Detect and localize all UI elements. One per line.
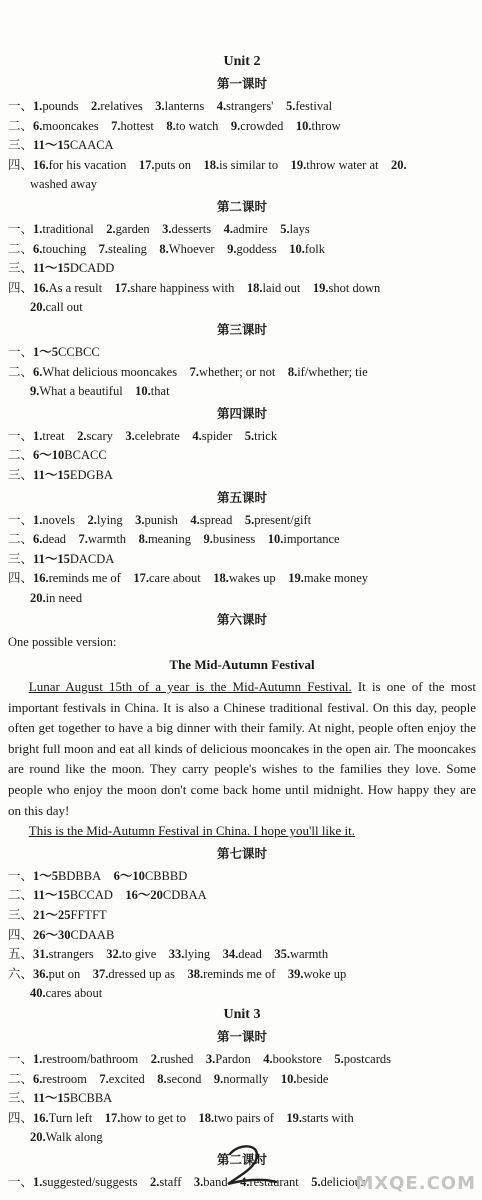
question-number: 4. [263, 1051, 273, 1066]
answer-text: FFTFT [70, 908, 107, 922]
answer-text: staff [159, 1174, 182, 1189]
answer-text: delicious [320, 1174, 366, 1189]
unit-3-title: Unit 3 [223, 1006, 261, 1022]
answer-text: how to get to [120, 1110, 187, 1125]
section-number: 一、 [8, 512, 34, 527]
question-number: 7. [189, 364, 199, 379]
answer-line [8, 867, 476, 887]
answer-line [8, 511, 476, 531]
lesson-7-heading: 第七课时 [216, 846, 267, 861]
section-number: 五、 [8, 947, 34, 962]
answer-text: Turn left [48, 1110, 93, 1125]
answer-text: folk [304, 241, 326, 256]
answer-text: shot down [328, 280, 381, 295]
section-number: 二、 [8, 118, 34, 133]
question-number: 20. [30, 300, 46, 315]
question-number: 9. [213, 1071, 224, 1086]
question-number: 9. [230, 118, 241, 133]
question-number: 6. [33, 118, 43, 133]
question-number: 4. [192, 428, 202, 443]
answer-text: woke up [303, 966, 347, 981]
answer-line [8, 530, 476, 550]
question-number: 19. [286, 1110, 302, 1125]
answer-text: rushed [160, 1051, 194, 1066]
answer-text: dead [238, 947, 262, 962]
section-number: 四、 [8, 1110, 34, 1125]
answer-line [8, 279, 476, 299]
lesson-heading: 第三课时 [216, 322, 267, 337]
question-number: 5. [311, 1174, 321, 1189]
answer-line [8, 886, 476, 906]
answer-text: celebrate [134, 428, 180, 443]
answer-text: business [212, 532, 256, 547]
answer-line [8, 945, 476, 965]
answer-text: BDBBA [58, 868, 102, 883]
question-number: 3. [205, 1051, 216, 1066]
answer-text: warmth [87, 532, 127, 547]
question-number: 4. [190, 512, 200, 527]
answer-text: is similar to [219, 157, 279, 172]
answer-text: pounds [42, 99, 79, 113]
question-number: 8. [166, 118, 176, 133]
section-number: 三、 [8, 551, 34, 566]
question-number: 20. [390, 157, 407, 172]
answer-line [8, 1070, 476, 1090]
section-number: 四、 [8, 157, 34, 172]
question-number: 1. [33, 512, 43, 527]
question-number: 20. [30, 1130, 46, 1145]
lesson-heading: 第一课时 [216, 1029, 267, 1044]
answer-line [8, 569, 476, 589]
answer-line [8, 965, 476, 985]
answer-text: care about [148, 571, 201, 586]
question-number: 11～15 [33, 888, 70, 903]
answer-text: washed away [30, 177, 97, 192]
answer-text: lanterns [164, 99, 205, 113]
question-number: 19. [312, 280, 329, 295]
section-number: 一、 [8, 868, 34, 883]
answer-line [8, 156, 476, 176]
answer-text: BCCAD [69, 888, 113, 903]
answer-text: second [166, 1071, 202, 1086]
question-number: 1. [33, 428, 43, 443]
answer-line [8, 382, 476, 402]
essay-body: It is one of the most important festivals in China. It is also a Chinese traditional festival. On this day, people often get together to have a big dinner with their family. At night, people often enjoy the bright full moon and eat all kinds of delicious mooncakes in the open air. The mooncakes are round like the moon. They carry people's wishes to the families they love. Some people who enjoy the moon don't come back home until midnight. How happy they are on this day! [8, 679, 476, 818]
answer-line [8, 589, 476, 609]
question-number: 7. [98, 241, 109, 256]
question-number: 18. [246, 280, 263, 295]
question-number: 19. [290, 157, 307, 172]
answer-text: stealing [108, 241, 147, 256]
answer-text: restroom [42, 1071, 87, 1086]
answer-text: puts on [154, 157, 191, 172]
answer-text: make money [303, 571, 369, 586]
section-number: 三、 [8, 1091, 34, 1106]
question-number: 9. [30, 384, 40, 399]
answer-line [8, 1050, 476, 1070]
question-number: 6. [33, 241, 43, 256]
answer-text: scary [86, 428, 113, 443]
question-number: 1. [33, 99, 43, 113]
answer-text: lying [96, 512, 123, 527]
section-number: 一、 [8, 221, 34, 236]
watermark: MXQE.COM [355, 1173, 476, 1194]
question-number: 4. [240, 1174, 250, 1189]
answer-text: band [203, 1174, 228, 1189]
answer-line [8, 466, 476, 486]
question-number: 8. [138, 532, 148, 547]
answer-text: normally [223, 1071, 269, 1086]
lesson-heading: 第一课时 [216, 77, 267, 91]
essay-paragraph [8, 677, 476, 842]
question-number: 11～15 [33, 1091, 70, 1106]
answer-text: strangers [48, 947, 94, 962]
section-number: 一、 [8, 99, 34, 113]
section-number: 一、 [8, 1051, 34, 1066]
answer-line [8, 343, 476, 363]
answer-text: CCBCC [58, 344, 100, 359]
question-number: 10. [135, 384, 151, 399]
question-number: 36. [33, 966, 49, 981]
section-number: 一、 [8, 344, 34, 359]
section-number: 二、 [8, 364, 34, 379]
answer-text: reminds me of [48, 571, 121, 586]
question-number: 11～15 [33, 138, 70, 153]
answer-text: strangers' [226, 99, 274, 113]
essay-title: The Mid-Autumn Festival [169, 657, 315, 673]
question-number: 2. [150, 1051, 161, 1066]
answer-text: to give [121, 947, 157, 962]
answer-text: Walk along [45, 1130, 103, 1145]
section-number: 二、 [8, 1071, 34, 1086]
answer-text: touching [42, 241, 87, 256]
unit-2-title: Unit 2 [223, 54, 261, 69]
lesson-heading: 第二课时 [216, 1152, 267, 1167]
answer-text: laid out [262, 280, 301, 295]
answer-text: garden [115, 221, 150, 236]
question-number: 3. [193, 1174, 204, 1189]
question-number: 10. [267, 532, 284, 547]
answer-line [8, 220, 476, 240]
essay-closing-sentence: This is the Mid-Autumn Festival in China. I hope you'll like it. [28, 823, 356, 839]
answer-text: CDBAA [162, 888, 207, 903]
question-number: 4. [223, 221, 233, 236]
lesson-6-heading: 第六课时 [216, 613, 267, 628]
answer-line [8, 136, 476, 156]
question-number: 10. [280, 1071, 297, 1086]
question-number: 17. [133, 571, 149, 586]
question-number: 8. [157, 1071, 167, 1086]
answer-text: reminds me of [203, 966, 276, 981]
question-number: 2. [77, 428, 87, 443]
question-number: 19. [288, 571, 304, 586]
answer-text: What a beautiful [39, 384, 123, 399]
answer-line [8, 259, 476, 279]
question-number: 2. [91, 99, 101, 113]
question-number: 7. [78, 532, 88, 547]
answer-text: trick [254, 428, 278, 443]
answer-text: mooncakes [42, 118, 99, 133]
question-number: 16. [33, 1110, 49, 1125]
answer-document [8, 50, 476, 1193]
answer-text: restroom/bathroom [42, 1051, 139, 1066]
question-number: 2. [150, 1174, 160, 1189]
answer-line [8, 298, 476, 318]
question-number: 9. [203, 532, 213, 547]
question-number: 3. [135, 512, 145, 527]
answer-text: traditional [42, 221, 94, 236]
question-number: 6. [33, 364, 43, 379]
question-number: 11～15 [33, 551, 70, 566]
question-number: 10. [289, 241, 305, 256]
answer-text: share happiness with [130, 280, 235, 295]
answer-text: present/gift [254, 512, 312, 527]
answer-text: warmth [289, 947, 329, 962]
question-number: 34. [222, 947, 239, 962]
section-number: 四、 [8, 927, 34, 942]
question-number: 5. [280, 221, 290, 236]
answer-text: punish [144, 512, 178, 527]
question-number: 31. [33, 947, 49, 962]
question-number: 8. [159, 241, 169, 256]
answer-text: DACDA [69, 551, 115, 566]
section-number: 六、 [8, 966, 34, 981]
answer-text: crowded [240, 118, 284, 133]
handwritten-mark [222, 1140, 282, 1190]
answer-text: two pairs of [214, 1110, 274, 1125]
answer-text: hottest [120, 118, 154, 133]
question-number: 17. [138, 157, 155, 172]
question-number: 20. [30, 590, 46, 605]
question-number: 11～15 [33, 261, 70, 276]
question-number: 5. [244, 512, 255, 527]
question-number: 4. [216, 99, 227, 113]
question-number: 21～25 [33, 908, 71, 922]
unit-2-lessons [8, 75, 476, 608]
answer-line [8, 1109, 476, 1129]
answer-line [8, 97, 476, 117]
question-number: 1. [33, 1051, 43, 1066]
answer-text: that [150, 384, 170, 399]
answer-text: BCBBA [69, 1091, 113, 1106]
essay-topic-sentence: Lunar August 15th of a year is the Mid-Autumn Festival. [28, 679, 352, 695]
answer-line [8, 117, 476, 137]
answer-text: treat [42, 428, 65, 443]
question-number: 17. [114, 280, 131, 295]
question-number: 18. [198, 1110, 215, 1125]
lesson-heading: 第二课时 [216, 199, 267, 214]
question-number: 16. [33, 571, 49, 586]
question-number: 39. [287, 966, 304, 981]
section-number: 二、 [8, 532, 34, 547]
answer-line [8, 446, 476, 466]
lesson-heading: 第五课时 [216, 490, 267, 505]
answer-text: put on [48, 966, 81, 981]
answer-text: in need [45, 590, 83, 605]
section-number: 二、 [8, 448, 34, 463]
question-number: 5. [244, 428, 255, 443]
question-number: 17. [104, 1110, 121, 1125]
answer-text: suggested/suggests [42, 1174, 138, 1189]
question-number: 16. [33, 157, 49, 172]
question-number: 6. [33, 532, 43, 547]
answer-line [8, 240, 476, 260]
essay-intro: One possible version: [8, 635, 117, 650]
question-number: 7. [99, 1071, 109, 1086]
answer-text: BCACC [64, 448, 107, 463]
question-number: 8. [287, 364, 298, 379]
question-number: 3. [125, 428, 135, 443]
answer-text: to watch [175, 118, 219, 133]
answer-text: EDGBA [69, 467, 113, 482]
question-number: 6～10 [113, 868, 145, 883]
section-number: 三、 [8, 261, 34, 276]
answer-text: if/whether; tie [297, 364, 368, 379]
question-number: 1～5 [33, 344, 59, 359]
answer-text: Whoever [168, 241, 215, 256]
answer-text: relatives [100, 99, 143, 113]
section-number: 一、 [8, 1174, 34, 1189]
section-number: 三、 [8, 908, 34, 922]
question-number: 3. [155, 99, 165, 113]
question-number: 26～30 [33, 927, 71, 942]
answer-text: admire [232, 221, 268, 236]
question-number: 1. [33, 221, 43, 236]
answer-text: festival [295, 99, 333, 113]
answer-text: for his vacation [48, 157, 127, 172]
question-number: 1. [33, 1174, 43, 1189]
section-number: 二、 [8, 888, 34, 903]
answer-text: What delicious mooncakes [42, 364, 178, 379]
question-number: 18. [203, 157, 220, 172]
question-number: 40. [30, 986, 46, 1001]
question-number: 16. [33, 280, 49, 295]
section-number: 一、 [8, 428, 34, 443]
answer-text: desserts [171, 221, 212, 236]
answer-text: lying [184, 947, 211, 962]
answer-text: bookstore [272, 1051, 322, 1066]
question-number: 18. [213, 571, 229, 586]
answer-text: novels [42, 512, 76, 527]
answer-text: restaurant [249, 1174, 299, 1189]
answer-text: Pardon [215, 1051, 251, 1066]
section-number: 四、 [8, 571, 34, 586]
answer-text: throw water at [306, 157, 379, 172]
answer-text: importance [283, 532, 340, 547]
lesson-7-answers [8, 867, 476, 1004]
answer-line [8, 926, 476, 946]
answer-text: goddess [236, 241, 277, 256]
question-number: 16～20 [125, 888, 163, 903]
section-number: 三、 [8, 138, 34, 153]
answer-text: dead [42, 532, 66, 547]
question-number: 9. [227, 241, 237, 256]
section-number: 四、 [8, 280, 34, 295]
answer-text: spider [201, 428, 233, 443]
question-number: 5. [285, 99, 296, 113]
question-number: 5. [334, 1051, 344, 1066]
answer-line [8, 550, 476, 570]
answer-text: spread [199, 512, 233, 527]
question-number: 2. [87, 512, 97, 527]
answer-text: meaning [147, 532, 191, 547]
answer-line [8, 427, 476, 447]
section-number: 二、 [8, 241, 34, 256]
question-number: 2. [106, 221, 116, 236]
answer-text: throw [311, 118, 341, 133]
answer-text: CDAAB [70, 927, 115, 942]
lesson-heading: 第四课时 [216, 406, 267, 421]
question-number: 7. [111, 118, 121, 133]
answer-line [8, 175, 476, 195]
question-number: 1～5 [33, 868, 59, 883]
answer-text: As a result [48, 280, 103, 295]
answer-text: call out [45, 300, 83, 315]
answer-text: DCADD [69, 261, 115, 276]
answer-text: cares about [45, 986, 103, 1001]
answer-text: excited [108, 1071, 145, 1086]
question-number: 37. [92, 966, 109, 981]
answer-text: CAACA [69, 138, 114, 153]
answer-text: lays [289, 221, 310, 236]
answer-text: wakes up [228, 571, 276, 586]
question-number: 6～10 [33, 448, 65, 463]
answer-text: starts with [302, 1110, 354, 1125]
answer-text: postcards [343, 1051, 391, 1066]
answer-text: whether; or not [198, 364, 276, 379]
question-number: 6. [33, 1071, 43, 1086]
answer-line [8, 1089, 476, 1109]
answer-text: dressed up as [108, 966, 176, 981]
question-number: 32. [106, 947, 122, 962]
question-number: 3. [162, 221, 172, 236]
section-number: 三、 [8, 467, 34, 482]
answer-text: CBBBD [144, 868, 188, 883]
question-number: 11～15 [33, 467, 70, 482]
answer-line [8, 906, 476, 926]
question-number: 35. [274, 947, 290, 962]
answer-text: beside [296, 1071, 329, 1086]
answer-line [8, 984, 476, 1004]
question-number: 38. [187, 966, 204, 981]
answer-line [8, 363, 476, 383]
question-number: 10. [295, 118, 312, 133]
question-number: 33. [168, 947, 185, 962]
